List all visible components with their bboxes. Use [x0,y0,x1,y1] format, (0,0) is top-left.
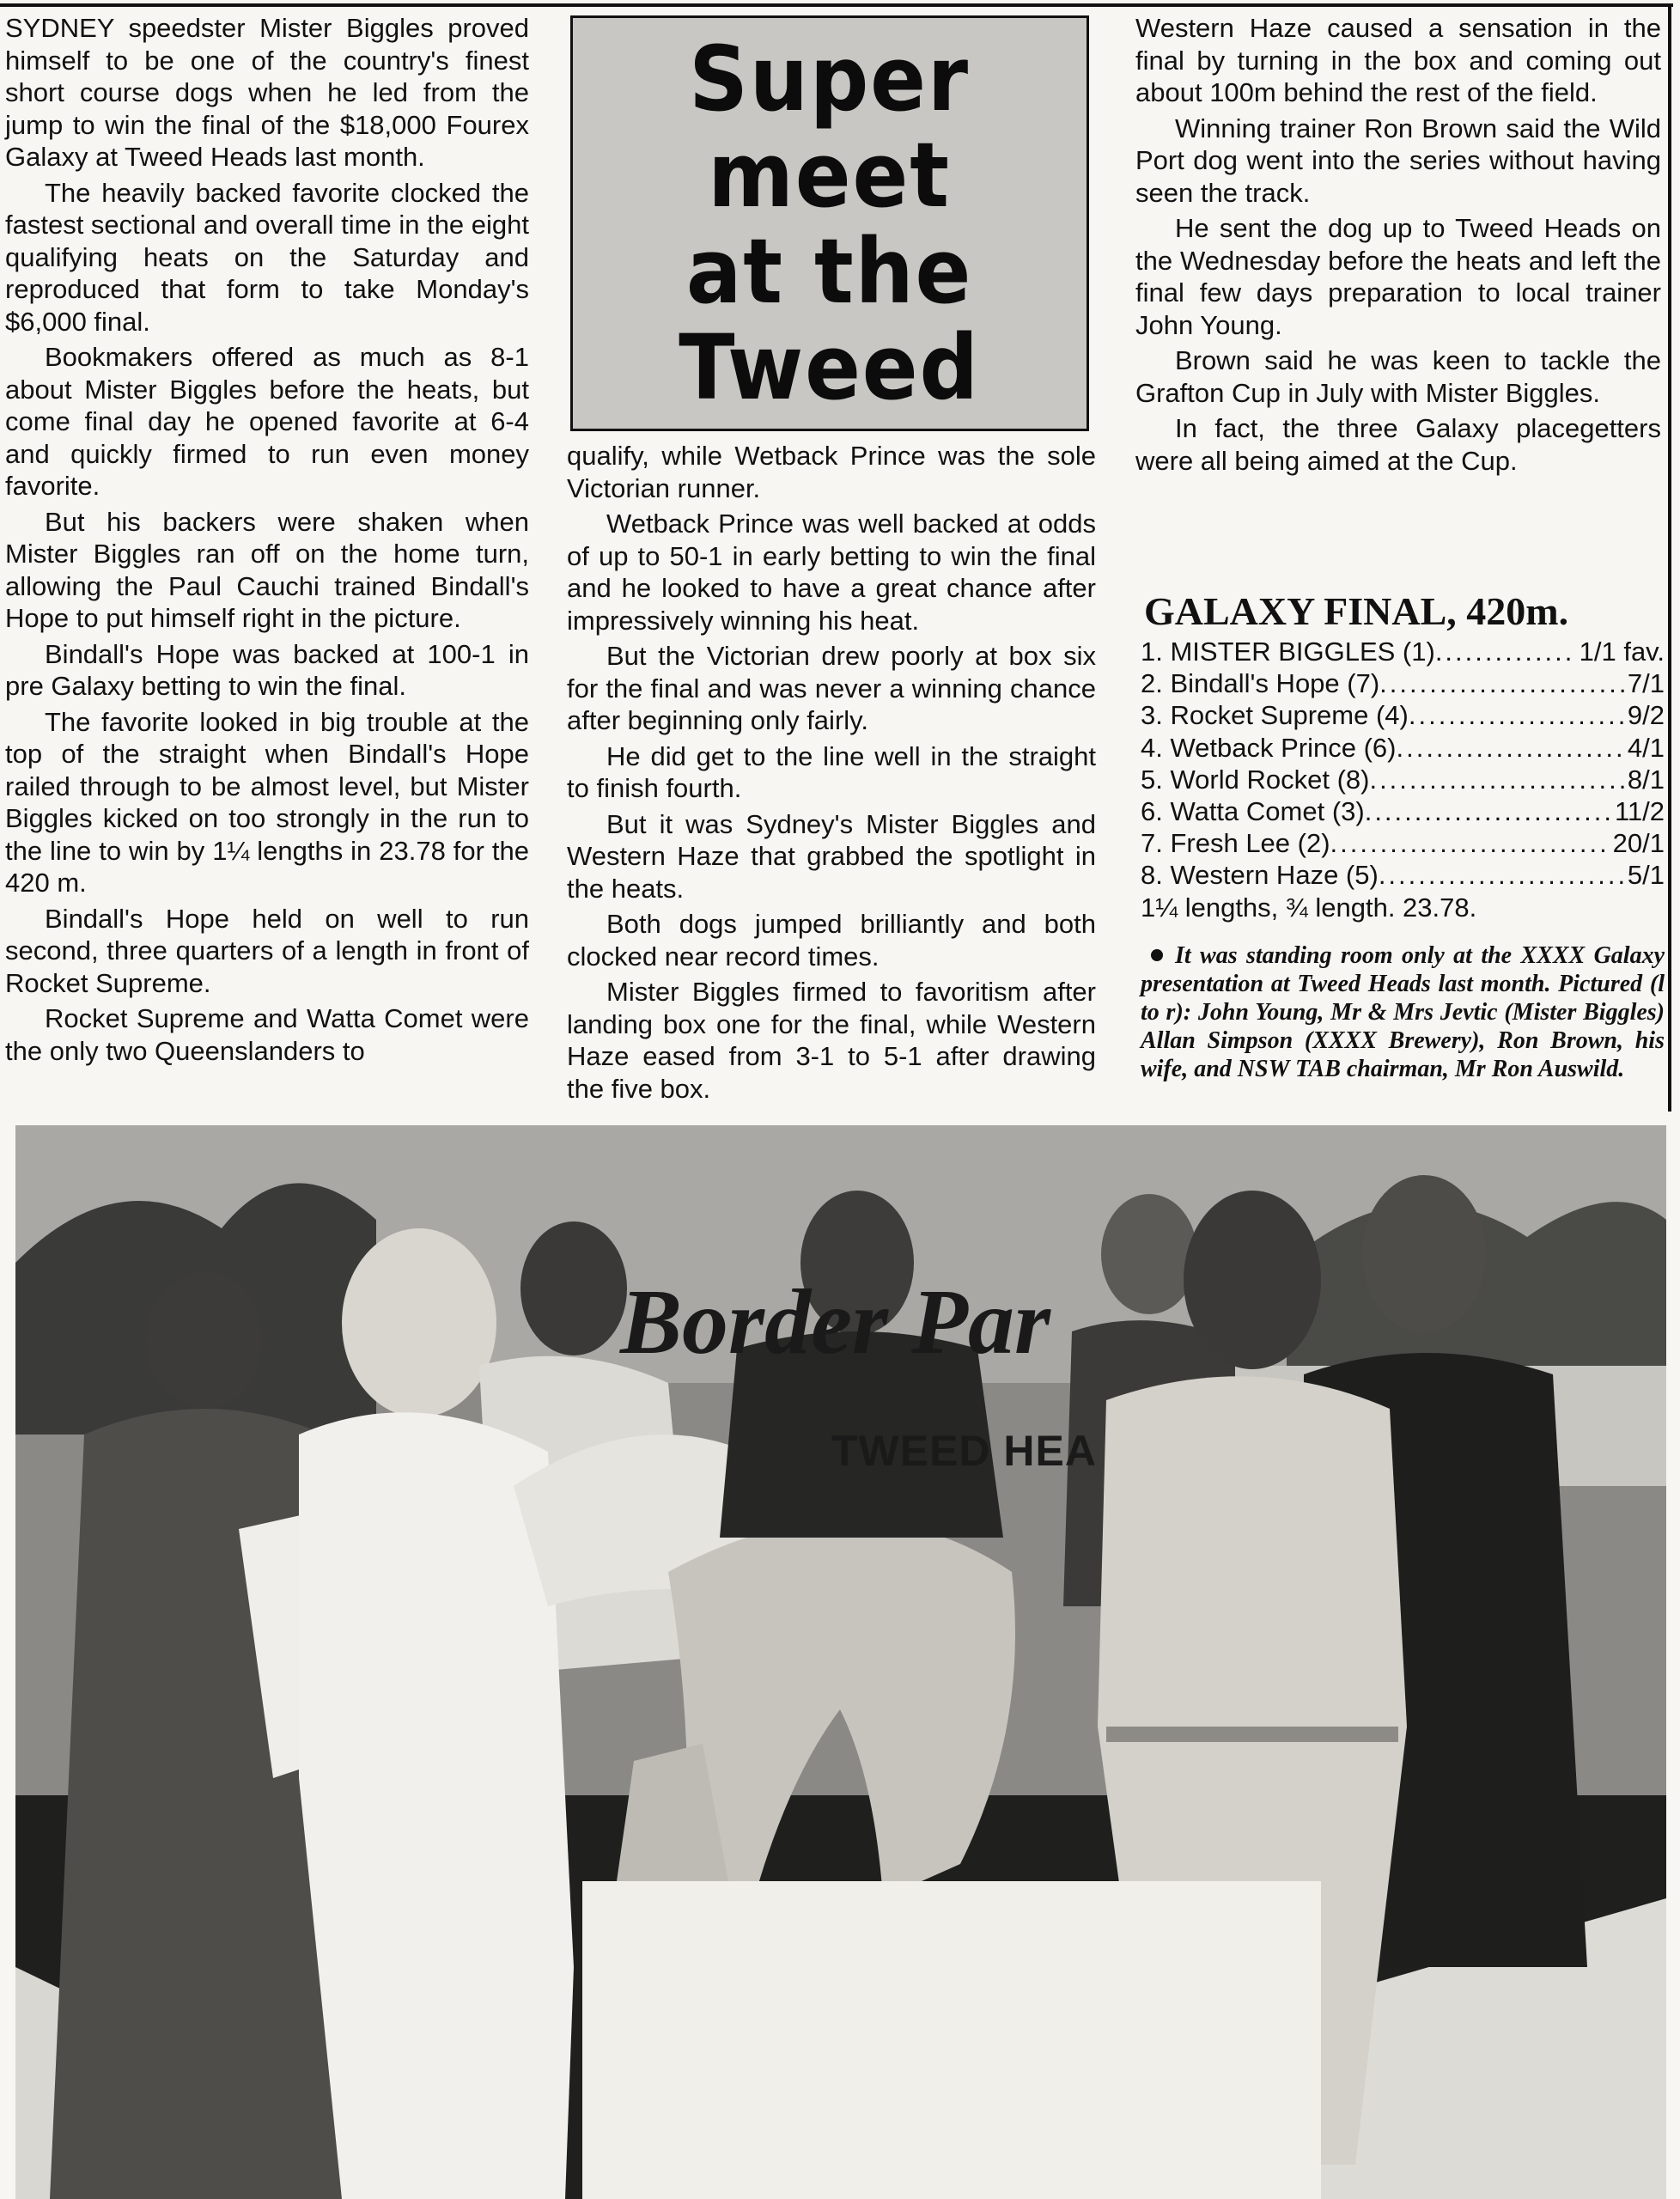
paragraph: Bindall's Hope held on well to run second, three quarters of a length in front of Rocket Supreme. [5,903,529,998]
result-row [1141,764,1665,795]
result-odds: 7/1 [1627,668,1665,699]
paragraph: Western Haze caused a sensation in the final by turning in the box and coming out about 100m behind the rest of the field. [1135,13,1661,107]
result-row [1141,859,1665,891]
result-row [1141,636,1665,667]
paragraph: In fact, the three Galaxy placegetters were all being aimed at the Cup. [1135,413,1661,476]
paragraph: He did get to the line well in the straight to finish fourth. [567,740,1096,803]
result-place: 5. World Rocket (8) [1141,764,1370,795]
article-column-2 [567,440,1096,1105]
paragraph: But his backers were shaken when Mister Biggles ran off on the home turn, allowing the Paul Cauchi trained Bindall's Hope to put himself right in the picture. [5,506,529,633]
result-row [1141,699,1665,731]
result-odds: 1/1 fav. [1579,637,1665,667]
sign-subtext: TWEED HEA [831,1427,1097,1475]
paragraph: But the Victorian drew poorly at box six for the final and was never a winning chance after beginning only fairly. [567,641,1096,735]
results-title: GALAXY FINAL, 420m. [1144,589,1569,633]
result-row [1141,667,1665,699]
paragraph: He sent the dog up to Tweed Heads on the Wednesday before the heats and left the final few days preparation to local trainer John Young. [1135,213,1661,340]
result-row [1141,732,1665,764]
result-odds: 11/2 [1614,796,1665,827]
result-odds: 9/2 [1627,700,1665,731]
paragraph: But it was Sydney's Mister Biggles and Western Haze that grabbed the spotlight in the heats. [567,808,1096,904]
bullet-icon [1151,949,1163,961]
result-place: 2. Bindall's Hope (7) [1141,668,1380,699]
top-rule [0,3,1673,7]
paragraph: Rocket Supreme and Watta Comet were the only two Queenslanders to [5,1003,529,1066]
paragraph: Bindall's Hope was backed at 100-1 in pre Galaxy betting to win the final. [5,638,529,701]
headline-box [570,15,1089,431]
result-place: 3. Rocket Supreme (4) [1141,700,1409,731]
paragraph: SYDNEY speedster Mister Biggles proved himself to be one of the country's finest short course dogs when he led from the jump to win the final of the $18,000 Fourex Galaxy at Tweed Heads last month. [5,13,529,172]
result-odds: 4/1 [1627,732,1665,763]
result-summary: 1¼ lengths, ¾ length. 23.78. [1141,892,1477,923]
paragraph: Mister Biggles firmed to favoritism after landing box one for the final, while Western Haze eased from 3-1 to 5-1 after drawing the five box. [567,977,1096,1104]
result-place: 4. Wetback Prince (6) [1141,732,1397,763]
article-column-1 [5,12,529,1067]
sign-text: Border Par [620,1271,1051,1374]
paragraph: Brown said he was keen to tackle the Grafton Cup in July with Mister Biggles. [1135,345,1661,408]
results-list [1141,636,1665,923]
paragraph: Both dogs jumped brilliantly and both clocked near record times. [567,909,1096,972]
result-row [1141,827,1665,859]
photo-caption [1141,941,1665,1083]
result-row [1141,795,1665,827]
result-place: 6. Watta Comet (3) [1141,796,1365,827]
result-place: 1. MISTER BIGGLES (1) [1141,637,1435,667]
headline: Super meet at the Tweed [679,27,981,420]
result-place: 8. Western Haze (5) [1141,860,1379,891]
paragraph: qualify, while Wetback Prince was the sole Victorian runner. [567,441,1096,503]
caption-text: It was standing room only at the XXXX Galaxy presentation at Tweed Heads last month. Pictured (l to r): John Young, Mr & Mrs Jevtic (Mister Biggles) Allan Simpson (XXXX Brewery), Ron Brown, his wife, and NSW TAB chairman, Mr Ron Auswild. [1141,942,1665,1082]
result-odds: 20/1 [1612,828,1665,859]
paragraph: Bookmakers offered as much as 8-1 about Mister Biggles before the heats, but come final day he opened favorite at 6-4 and quickly firmed to run even money favorite. [5,342,529,501]
result-odds: 8/1 [1627,764,1665,795]
result-place: 7. Fresh Lee (2) [1141,828,1330,859]
right-rule [1668,3,1671,1112]
paragraph: The favorite looked in big trouble at the top of the straight when Bindall's Hope railed through to be almost level, but Mister Biggles kicked on too strongly in the run to the line to win by 1¼ lengths in 23.78 for the 420 m. [5,706,529,898]
article-column-3 [1135,12,1661,477]
paragraph: Winning trainer Ron Brown said the Wild Port dog went into the series without having seen the track. [1135,113,1661,208]
result-odds: 5/1 [1627,860,1665,891]
paragraph: Wetback Prince was well backed at odds of up to 50-1 in early betting to win the final and he looked to have a great chance after impressively winning his heat. [567,509,1096,636]
paragraph: The heavily backed favorite clocked the fastest sectional and overall time in the eight qualifying heats on the Saturday and reproduced that form to take Monday's $6,000 final. [5,177,530,337]
